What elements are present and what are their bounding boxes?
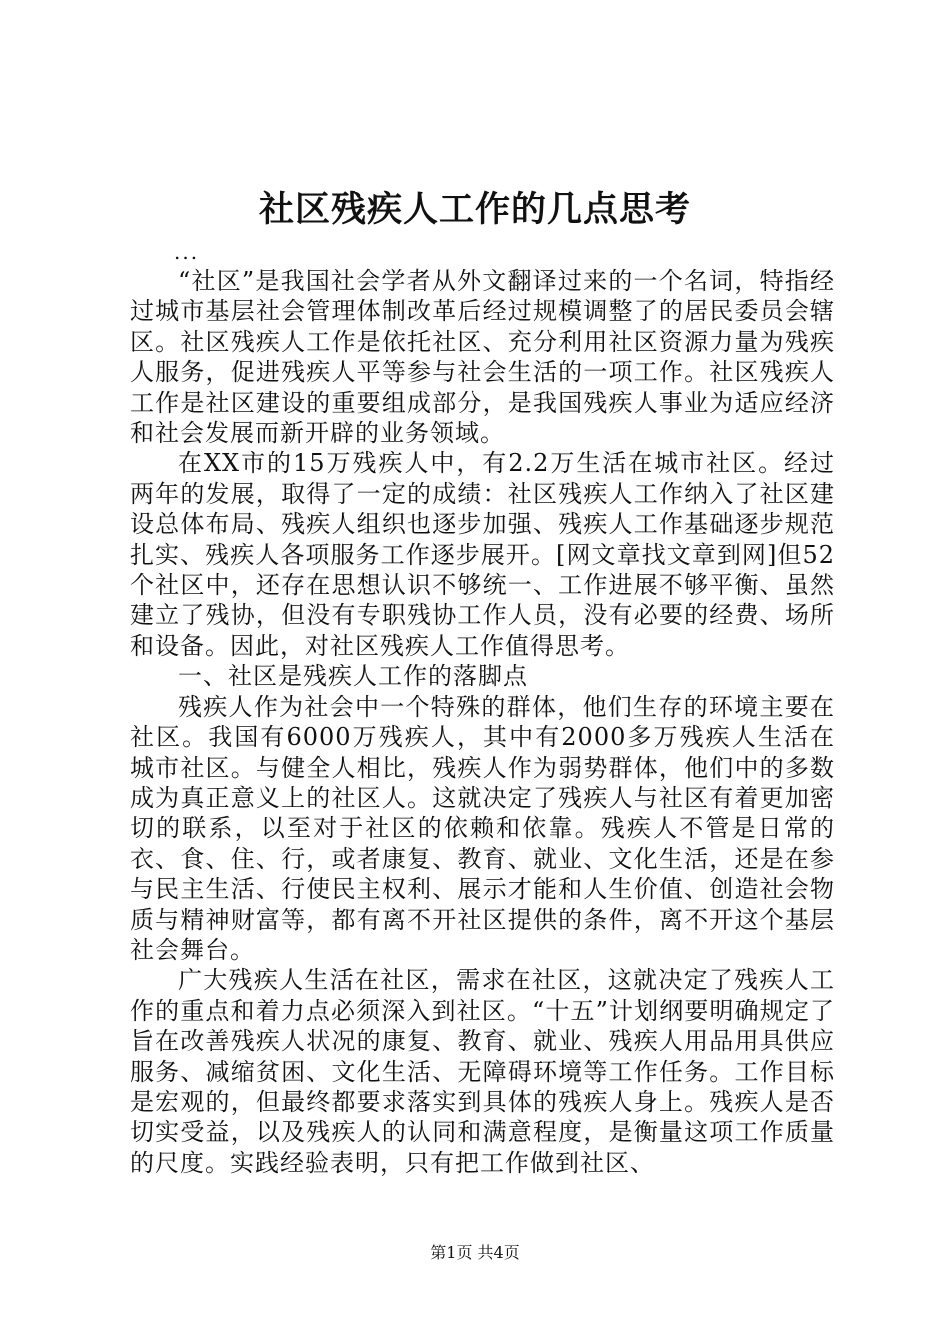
paragraph-4: 广大残疾人生活在社区，需求在社区，这就决定了残疾人工作的重点和着力点必须深入到社区。“十五”计划纲要明确规定了旨在改善残疾人状况的康复、教育、就业、残疾人用品用具供应服务、减缩贫困、文化生活、无障碍环境等工作任务。工作目标是宏观的，但最终都要求落实到具体的残疾人身上。残疾人是否切实受益，以及残疾人的认同和满意程度，是衡量这项工作质量的尺度。实践经验表明，只有把工作做到社区、 (130, 966, 835, 1177)
ellipsis-marker: ... (174, 240, 200, 264)
document-body (130, 266, 835, 1178)
paragraph-1: “社区”是我国社会学者从外文翻译过来的一个名词，特指经过城市基层社会管理体制改革后经过规模调整了的居民委员会辖区。社区残疾人工作是依托社区、充分利用社区资源力量为残疾人服务，促进残疾人平等参与社会生活的一项工作。社区残疾人工作是社区建设的重要组成部分，是我国残疾人事业为适应经济和社会发展而新开辟的业务领域。 (130, 267, 835, 448)
paragraph-2: 在XX市的15万残疾人中，有2.2万生活在城市社区。经过两年的发展，取得了一定的成绩：社区残疾人工作纳入了社区建设总体布局、残疾人组织也逐步加强、残疾人工作基础逐步规范扎实、残疾人各项服务工作逐步展开。[网文章找文章到网]但52个社区中，还存在思想认识不够统一、工作进展不够平衡、虽然建立了残协，但没有专职残协工作人员，没有必要的经费、场所和设备。因此，对社区残疾人工作值得思考。 (130, 449, 835, 660)
section-heading-1: 一、社区是残疾人工作的落脚点 (178, 662, 528, 691)
page-footer: 第1页 共4页 (430, 1243, 520, 1262)
document-title: 社区残疾人工作的几点思考 (258, 189, 691, 230)
paragraph-3: 残疾人作为社会中一个特殊的群体，他们生存的环境主要在社区。我国有6000万残疾人，其中有2000多万残疾人生活在城市社区。与健全人相比，残疾人作为弱势群体，他们中的多数成为真正意义上的社区人。这就决定了残疾人与社区有着更加密切的联系，以至对于社区的依赖和依靠。残疾人不管是日常的衣、食、住、行，或者康复、教育、就业、文化生活，还是在参与民主生活、行使民主权利、展示才能和人生价值、创造社会物质与精神财富等，都有离不开社区提供的条件，离不开这个基层社会舞台。 (130, 692, 835, 964)
